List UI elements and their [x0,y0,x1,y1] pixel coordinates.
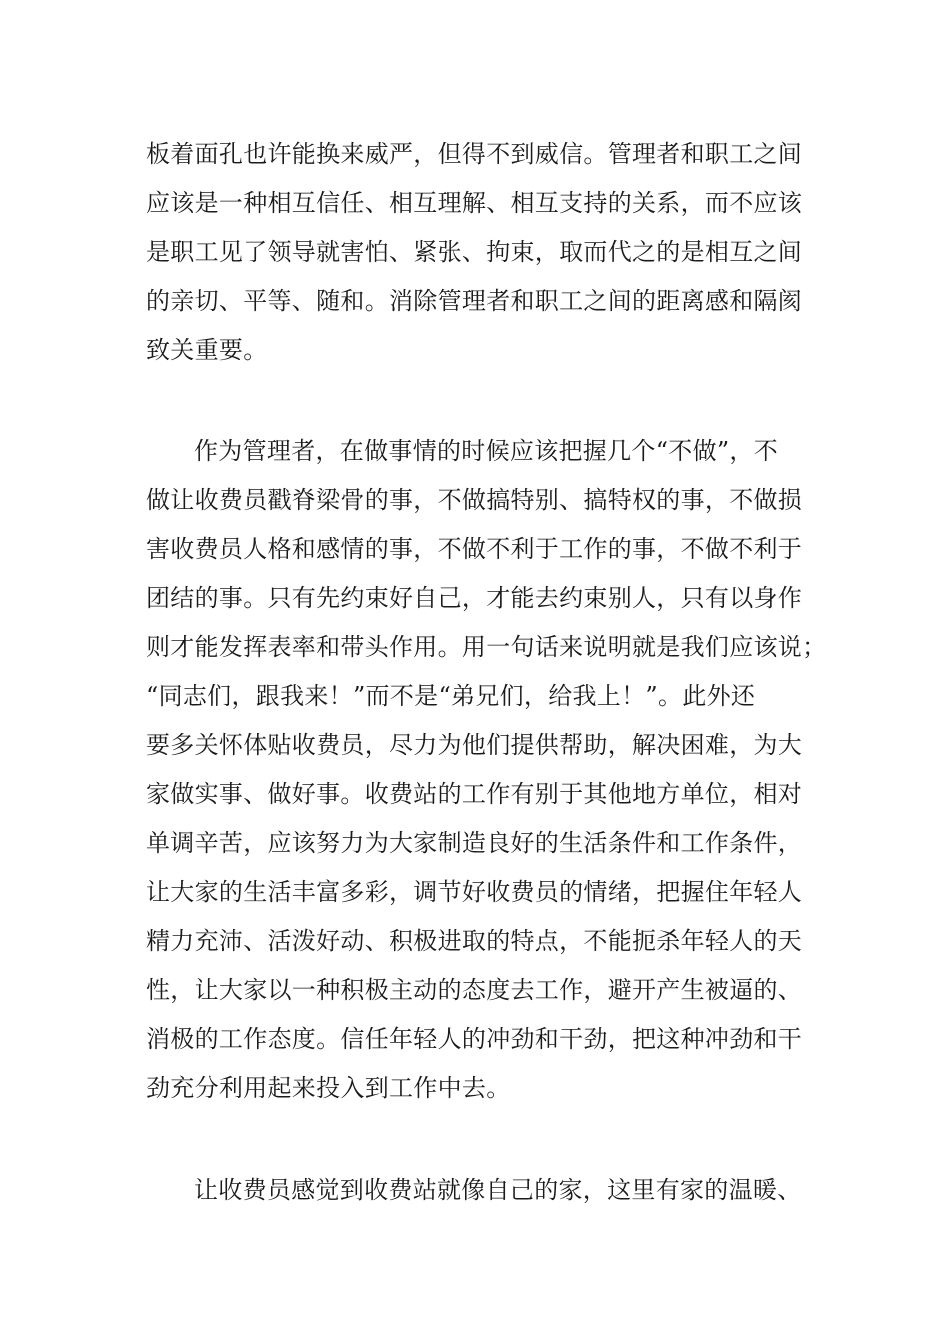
text-line: 让大家的生活丰富多彩，调节好收费员的情绪，把握住年轻人 [146,878,803,906]
text-line: 劲充分利用起来投入到工作中去。 [146,1074,511,1102]
text-line: 性，让大家以一种积极主动的态度去工作，避开产生被逼的、 [146,976,803,1004]
text-line: 的亲切、平等、随和。消除管理者和职工之间的距离感和隔阂 [146,287,803,315]
text-line: 单调辛苦，应该努力为大家制造良好的生活条件和工作条件， [146,829,803,857]
text-line: 让收费员感觉到收费站就像自己的家，这里有家的温暖、 [194,1176,802,1204]
text-line: 家做实事、做好事。收费站的工作有别于其他地方单位，相对 [146,780,803,808]
text-line: 团结的事。只有先约束好自己，才能去约束别人，只有以身作 [146,584,803,612]
text-line: 应该是一种相互信任、相互理解、相互支持的关系，而不应该 [146,189,803,217]
text-line: 做让收费员戳脊梁骨的事，不做搞特别、搞特权的事，不做损 [146,486,803,514]
text-line: 板着面孔也许能换来威严，但得不到威信。管理者和职工之间 [146,140,803,168]
text-line: 致关重要。 [146,336,268,364]
text-line: 害收费员人格和感情的事，不做不利于工作的事，不做不利于 [146,535,803,563]
text-line: 精力充沛、活泼好动、积极进取的特点，不能扼杀年轻人的天 [146,927,803,955]
text-line: 要多关怀体贴收费员，尽力为他们提供帮助，解决困难，为大 [146,731,803,759]
text-line: 消极的工作态度。信任年轻人的冲劲和干劲，把这种冲劲和干 [146,1025,803,1053]
text-line: 作为管理者，在做事情的时候应该把握几个“不做”，不 [194,437,779,465]
text-line: 是职工见了领导就害怕、紧张、拘束，取而代之的是相互之间 [146,238,803,266]
text-line: 则才能发挥表率和带头作用。用一句话来说明就是我们应该说； [146,633,827,661]
text-line: “同志们，跟我来！”而不是“弟兄们，给我上！”。此外还 [146,682,756,710]
